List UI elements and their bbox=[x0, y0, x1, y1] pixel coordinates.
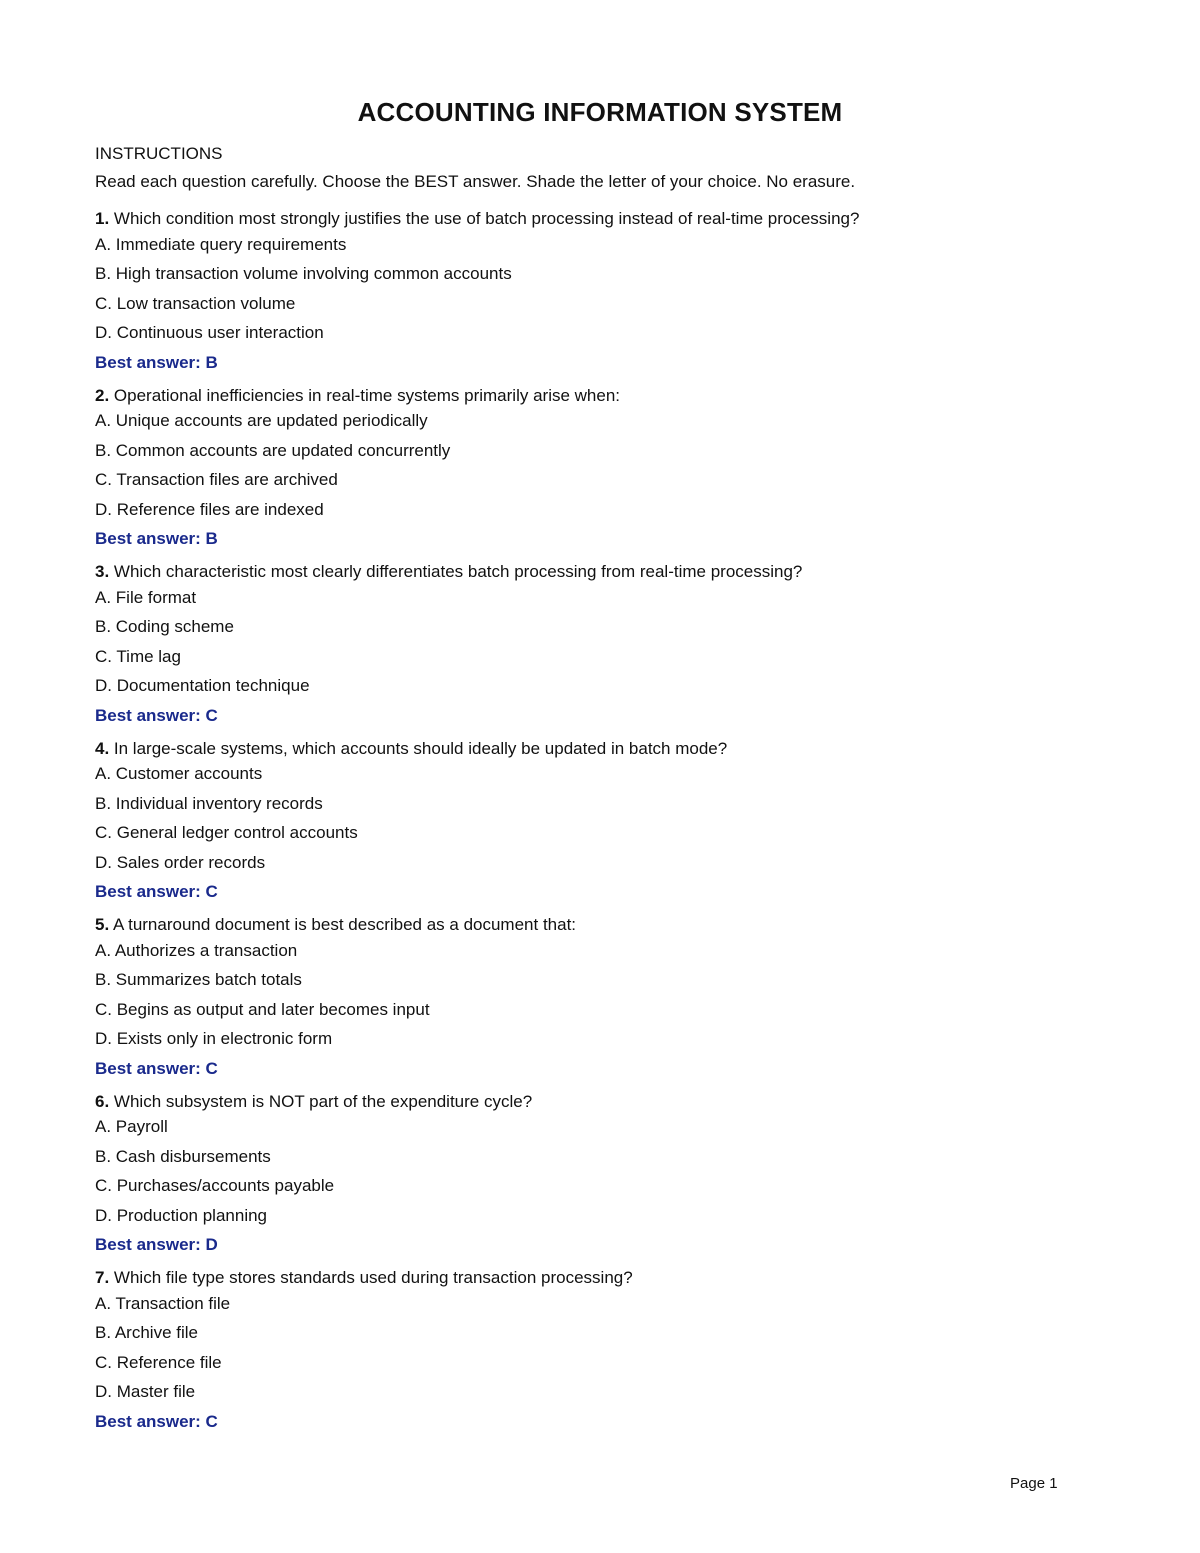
answer-option: B. Individual inventory records bbox=[95, 793, 323, 813]
answer-option: C. Begins as output and later becomes input bbox=[95, 999, 430, 1019]
question-stem bbox=[95, 386, 1115, 412]
best-answer bbox=[95, 1059, 1115, 1088]
question-stem bbox=[95, 562, 1115, 588]
question-stem bbox=[95, 739, 1115, 765]
best-answer bbox=[95, 1412, 1115, 1441]
question-text: Operational inefficiencies in real-time systems primarily arise when: bbox=[109, 385, 621, 405]
question-stem bbox=[95, 209, 1115, 235]
question-number: 2. bbox=[95, 385, 110, 405]
best-answer bbox=[95, 529, 1115, 558]
answer-option: D. Continuous user interaction bbox=[95, 323, 324, 343]
question-text: Which condition most strongly justifies the use of batch processing instead of real-time processing? bbox=[109, 209, 860, 228]
question-stem bbox=[95, 915, 1115, 941]
question-item bbox=[95, 739, 1115, 916]
question-number: 6. bbox=[95, 1091, 110, 1111]
question-item bbox=[95, 562, 1115, 739]
question-text: Which file type stores standards used during transaction processing? bbox=[109, 1268, 633, 1287]
answer-option: C. General ledger control accounts bbox=[95, 823, 358, 843]
best-answer bbox=[95, 706, 1115, 735]
question-item bbox=[95, 915, 1115, 1092]
answer-option: D. Reference files are indexed bbox=[95, 499, 324, 519]
question-item bbox=[95, 1092, 1115, 1269]
question-item bbox=[95, 1268, 1115, 1445]
best-answer-letter: C bbox=[205, 1058, 218, 1078]
instructions-text: Read each question carefully. Choose the BEST answer. Shade the letter of your choice. No erasure. bbox=[95, 172, 856, 191]
instructions-heading: INSTRUCTIONS bbox=[95, 144, 223, 163]
best-answer-letter: C bbox=[205, 705, 218, 725]
question-number: 3. bbox=[95, 562, 110, 581]
best-answer bbox=[95, 882, 1115, 911]
question-number: 1. bbox=[95, 209, 110, 228]
question-text: A turnaround document is best described as a document that: bbox=[109, 915, 577, 934]
answer-option: A. Immediate query requirements bbox=[95, 234, 347, 254]
best-answer-letter: B bbox=[205, 529, 218, 549]
answer-option: C. Reference file bbox=[95, 1352, 222, 1372]
answer-option: A. Transaction file bbox=[95, 1293, 231, 1313]
best-answer bbox=[95, 353, 1115, 382]
answer-option: C. Time lag bbox=[95, 646, 181, 666]
best-answer-label: Best answer: bbox=[95, 529, 206, 549]
question-text: Which characteristic most clearly differentiates batch processing from real-time processing? bbox=[109, 562, 803, 581]
question-stem bbox=[95, 1268, 1115, 1294]
answer-option: B. Archive file bbox=[95, 1323, 198, 1343]
best-answer-letter: B bbox=[205, 352, 218, 372]
answer-option: B. Summarizes batch totals bbox=[95, 970, 302, 990]
answer-option: C. Purchases/accounts payable bbox=[95, 1176, 335, 1196]
best-answer-label: Best answer: bbox=[95, 1411, 206, 1431]
best-answer-label: Best answer: bbox=[95, 705, 206, 725]
best-answer-letter: C bbox=[205, 1411, 218, 1431]
best-answer-label: Best answer: bbox=[95, 1235, 206, 1255]
best-answer-label: Best answer: bbox=[95, 882, 206, 902]
best-answer bbox=[95, 1235, 1115, 1264]
answer-option: B. Coding scheme bbox=[95, 617, 234, 637]
answer-option: D. Master file bbox=[95, 1382, 196, 1402]
answer-option: A. File format bbox=[95, 587, 197, 607]
question-item bbox=[95, 209, 1115, 386]
answer-option: D. Documentation technique bbox=[95, 676, 310, 696]
answer-option: D. Exists only in electronic form bbox=[95, 1029, 333, 1049]
answer-option: B. Cash disbursements bbox=[95, 1146, 271, 1166]
answer-option: B. Common accounts are updated concurrently bbox=[95, 440, 451, 460]
document-title: ACCOUNTING INFORMATION SYSTEM bbox=[357, 97, 843, 127]
answer-option: C. Low transaction volume bbox=[95, 293, 296, 313]
question-list bbox=[95, 209, 1115, 1445]
answer-option: A. Customer accounts bbox=[95, 764, 263, 783]
best-answer-label: Best answer: bbox=[95, 352, 206, 372]
question-text: In large-scale systems, which accounts should ideally be updated in batch mode? bbox=[109, 738, 728, 758]
answer-option: B. High transaction volume involving common accounts bbox=[95, 264, 512, 284]
question-item bbox=[95, 386, 1115, 563]
answer-option: D. Production planning bbox=[95, 1205, 268, 1225]
question-number: 7. bbox=[95, 1268, 110, 1287]
answer-option: A. Authorizes a transaction bbox=[95, 940, 298, 960]
best-answer-letter: D bbox=[205, 1235, 218, 1255]
answer-option: C. Transaction files are archived bbox=[95, 470, 338, 490]
best-answer-letter: C bbox=[205, 882, 218, 902]
answer-option: A. Unique accounts are updated periodically bbox=[95, 411, 428, 430]
answer-option: A. Payroll bbox=[95, 1117, 168, 1136]
question-stem bbox=[95, 1092, 1115, 1118]
page-number: Page 1 bbox=[1010, 1475, 1058, 1492]
best-answer-label: Best answer: bbox=[95, 1058, 206, 1078]
answer-option: D. Sales order records bbox=[95, 852, 266, 872]
question-text: Which subsystem is NOT part of the expenditure cycle? bbox=[109, 1091, 533, 1111]
question-number: 5. bbox=[95, 915, 110, 934]
question-number: 4. bbox=[95, 738, 110, 758]
